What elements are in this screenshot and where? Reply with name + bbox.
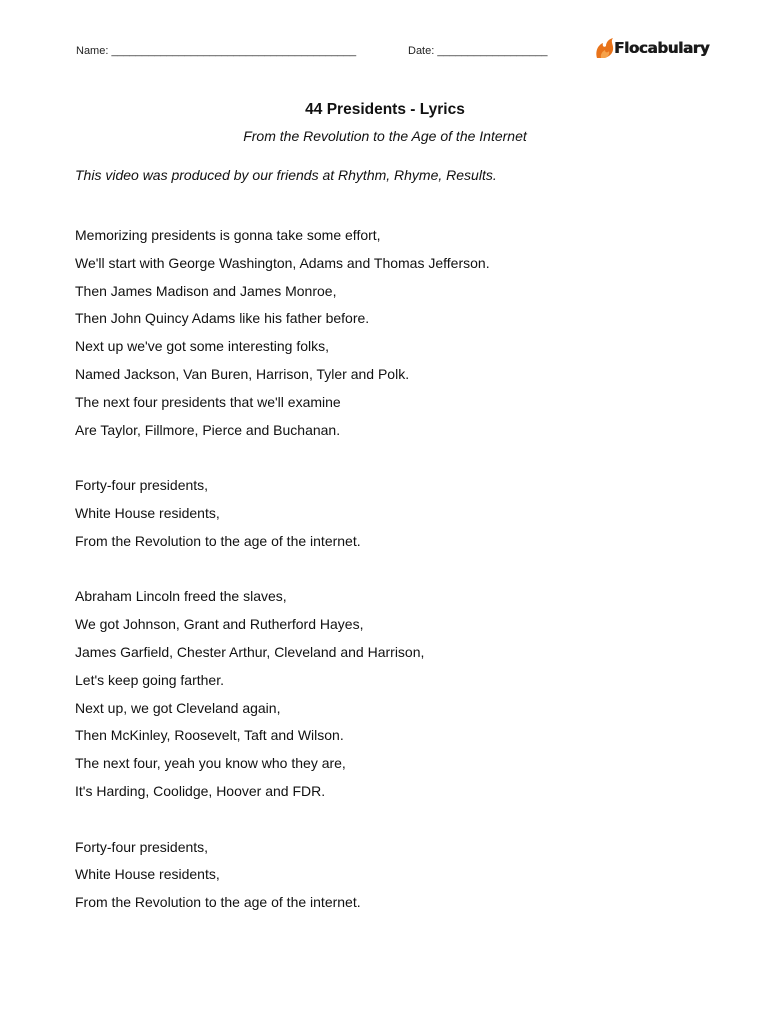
flame-icon [594,36,616,60]
lyric-line: Memorizing presidents is gonna take some effort, [75,227,381,243]
lyric-line: Then John Quincy Adams like his father before. [75,310,370,327]
lyric-line: Forty-four presidents, [75,838,209,855]
page-header [76,34,710,64]
lyric-line: Next up, we got Cleveland again, [75,699,281,716]
logo-text: Flocabulary [614,39,710,57]
name-field[interactable]: Name: ________________________________________ [76,45,357,57]
stanza-gap [75,806,715,834]
lyric-line: From the Revolution to the age of the internet. [75,894,361,911]
lyric-line: Abraham Lincoln freed the slaves, [75,588,287,605]
lyric-line: Then James Madison and James Monroe, [75,282,337,299]
lyric-line: Then McKinley, Roosevelt, Taft and Wilson. [75,727,344,744]
lyric-line: Named Jackson, Van Buren, Harrison, Tyler and Polk. [75,365,410,382]
stanza [75,472,715,555]
document-subtitle: From the Revolution to the Age of the Internet [243,128,527,144]
stanza-gap [75,556,715,584]
lyric-line: From the Revolution to the age of the internet. [75,532,361,549]
document-title: 44 Presidents - Lyrics [305,101,465,118]
lyric-line: Forty-four presidents, [75,477,209,494]
stanza [75,583,715,805]
lyric-line: White House residents, [75,866,220,883]
lyric-line: It's Harding, Coolidge, Hoover and FDR. [75,782,326,799]
stanza [75,834,715,917]
lyric-line: Are Taylor, Fillmore, Pierce and Buchanan. [75,421,341,438]
date-field[interactable]: Date: __________________ [408,45,548,57]
lyric-line: Next up we've got some interesting folks, [75,338,330,355]
flocabulary-logo [594,36,709,60]
lyric-line: The next four, yeah you know who they are, [75,755,346,772]
lyric-line: We got Johnson, Grant and Rutherford Hayes, [75,616,364,633]
stanza-gap [75,444,715,472]
credit-line: This video was produced by our friends at Rhythm, Rhyme, Results. [75,167,497,183]
lyric-line: White House residents, [75,504,220,521]
lyric-line: James Garfield, Chester Arthur, Cleveland and Harrison, [75,643,425,660]
lyric-line: Let's keep going farther. [75,671,224,688]
lyric-line: The next four presidents that we'll examine [75,393,341,410]
lyrics-body [75,222,715,917]
stanza [75,222,715,444]
lyric-line: We'll start with George Washington, Adams and Thomas Jefferson. [75,254,490,271]
